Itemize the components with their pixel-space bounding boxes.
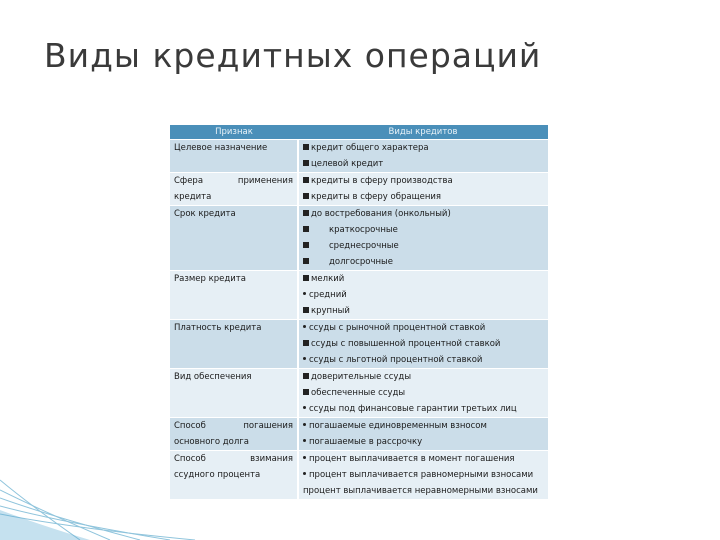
list-item: [303, 303, 544, 319]
list-item: [303, 418, 544, 434]
criterion-text: Сфера применения: [174, 176, 293, 186]
list-item: [303, 483, 544, 499]
dot-bullet-icon: [303, 472, 306, 475]
credit-types-cell: [298, 369, 548, 418]
criterion-cell: [170, 206, 298, 271]
credit-types-cell: [298, 271, 548, 320]
table-header-row: [170, 125, 548, 140]
table-row: [170, 451, 548, 500]
list-item: [303, 434, 544, 450]
square-bullet-icon: [303, 160, 309, 166]
list-item-text: средний: [309, 290, 347, 300]
credit-types-cell: [298, 173, 548, 206]
list-item-text: погашаемые в рассрочку: [309, 437, 423, 447]
square-bullet-icon: [303, 275, 309, 281]
credit-types-cell: [298, 140, 548, 173]
table-row: [170, 173, 548, 206]
square-bullet-icon: [303, 210, 309, 216]
square-bullet-icon: [303, 389, 309, 395]
list-item: [303, 140, 544, 156]
list-item-text: краткосрочные: [329, 225, 398, 235]
list-item-text: долгосрочные: [329, 257, 393, 267]
square-bullet-icon: [303, 177, 309, 183]
list-item-text: ссуды под финансовые гарантии третьих лиц: [309, 404, 517, 414]
list-item-text: кредит общего характера: [311, 143, 429, 153]
list-item: [303, 320, 544, 336]
dot-bullet-icon: [303, 439, 306, 442]
list-item-text: целевой кредит: [311, 159, 384, 169]
square-bullet-icon: [303, 340, 309, 346]
table-row: [170, 140, 548, 173]
list-item-text: погашаемые единовременным взносом: [309, 421, 487, 431]
table-row: [170, 271, 548, 320]
list-item: [303, 254, 544, 270]
criterion-cell: [170, 173, 298, 206]
list-item-text: среднесрочные: [329, 241, 399, 251]
list-item-text: ссуды с повышенной процентной ставкой: [311, 339, 501, 349]
criterion-text: Целевое назначение: [174, 143, 268, 153]
table-row: [170, 369, 548, 418]
list-item: [303, 369, 544, 385]
list-item: [303, 189, 544, 205]
page-title: Виды кредитных операций: [44, 36, 542, 75]
square-bullet-icon: [303, 307, 309, 313]
criterion-cell: [170, 271, 298, 320]
credit-types-cell: [298, 451, 548, 500]
criterion-text: Способ погашения: [174, 421, 293, 431]
dot-bullet-icon: [303, 423, 306, 426]
square-bullet-icon: [303, 258, 309, 264]
list-item-text: процент выплачивается в момент погашения: [309, 454, 515, 464]
criterion-text: Вид обеспечения: [174, 372, 252, 382]
dot-bullet-icon: [303, 325, 306, 328]
list-item: [303, 222, 544, 238]
list-item: [303, 385, 544, 401]
square-bullet-icon: [303, 193, 309, 199]
criterion-text: ссудного процента: [174, 470, 261, 480]
header-credit-types: Виды кредитов: [298, 125, 548, 140]
list-item-text: ссуды с рыночной процентной ставкой: [309, 323, 486, 333]
list-item: [303, 238, 544, 254]
list-item-text: обеспеченные ссуды: [311, 388, 406, 398]
criterion-cell: [170, 369, 298, 418]
criterion-text: Способ взимания: [174, 454, 293, 464]
credit-types-cell: [298, 320, 548, 369]
header-criterion: Признак: [170, 125, 298, 140]
list-item-text: доверительные ссуды: [311, 372, 412, 382]
list-item: [303, 156, 544, 172]
criterion-cell: [170, 418, 298, 451]
list-item-text: процент выплачивается неравномерными взносами: [303, 486, 538, 496]
square-bullet-icon: [303, 373, 309, 379]
credit-types-cell: [298, 206, 548, 271]
list-item: [303, 401, 544, 417]
list-item: [303, 271, 544, 287]
list-item-text: мелкий: [311, 274, 345, 284]
square-bullet-icon: [303, 144, 309, 150]
criterion-text: Срок кредита: [174, 209, 236, 219]
table-row: [170, 418, 548, 451]
list-item-text: до востребования (онкольный): [311, 209, 451, 219]
dot-bullet-icon: [303, 456, 306, 459]
square-bullet-icon: [303, 242, 309, 248]
table-row: [170, 320, 548, 369]
list-item: [303, 173, 544, 189]
list-item: [303, 467, 544, 483]
dot-bullet-icon: [303, 292, 306, 295]
list-item-text: кредиты в сферу обращения: [311, 192, 442, 202]
list-item: [303, 451, 544, 467]
list-item-text: кредиты в сферу производства: [311, 176, 453, 186]
table-row: [170, 206, 548, 271]
list-item: [303, 336, 544, 352]
criterion-text: Платность кредита: [174, 323, 262, 333]
credit-types-table: [170, 125, 548, 500]
list-item-text: процент выплачивается равномерными взносами: [309, 470, 534, 480]
square-bullet-icon: [303, 226, 309, 232]
list-item: [303, 352, 544, 368]
criterion-cell: [170, 320, 298, 369]
dot-bullet-icon: [303, 406, 306, 409]
dot-bullet-icon: [303, 357, 306, 360]
criterion-cell: [170, 140, 298, 173]
list-item-text: ссуды с льготной процентной ставкой: [309, 355, 483, 365]
criterion-text: основного долга: [174, 437, 249, 447]
criterion-text: Размер кредита: [174, 274, 246, 284]
credit-types-cell: [298, 418, 548, 451]
criterion-text: кредита: [174, 192, 212, 202]
list-item-text: крупный: [311, 306, 350, 316]
list-item: [303, 287, 544, 303]
list-item: [303, 206, 544, 222]
criterion-cell: [170, 451, 298, 500]
